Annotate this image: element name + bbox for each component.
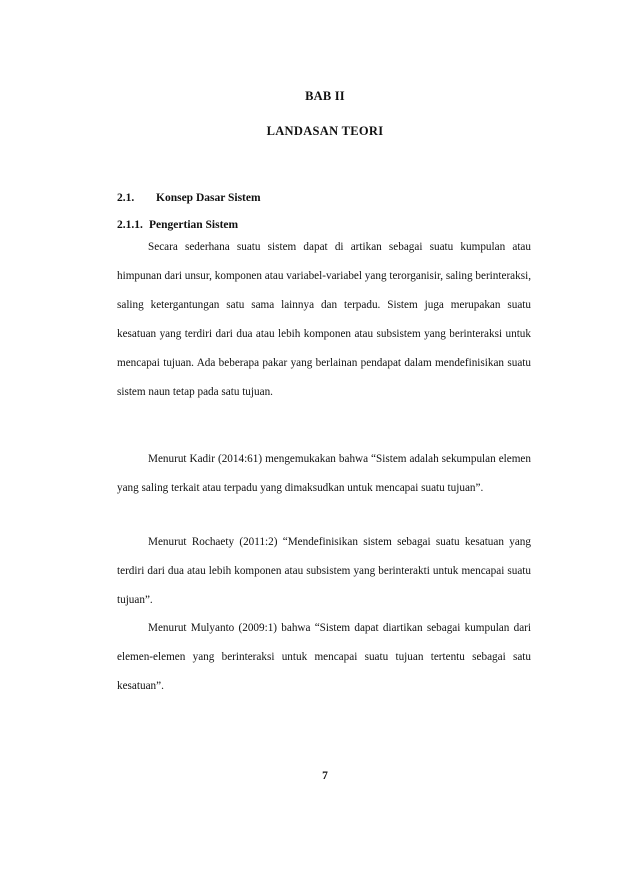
- paragraph-definition: [117, 233, 531, 406]
- subsection-title: Pengertian Sistem: [149, 219, 239, 231]
- chapter-label: BAB II: [305, 89, 345, 103]
- subsection-number: 2.1.1.: [117, 219, 143, 231]
- paragraph-text: Menurut Rochaety (2011:2) “Mendefinisikan sistem sebagai suatu kesatuan yang terdiri dari dua atau lebih komponen atau subsistem yang berinterakti untuk mencapai suatu tujuan”.: [117, 536, 531, 606]
- section-number: 2.1.: [117, 192, 135, 204]
- paragraph-text: Menurut Kadir (2014:61) mengemukakan bahwa “Sistem adalah sekumpulan elemen yang saling terkait atau terpadu yang dimaksudkan untuk mencapai suatu tujuan”.: [117, 453, 531, 494]
- subsection-heading: [117, 219, 238, 231]
- page-number: 7: [322, 770, 328, 782]
- paragraph-text: Menurut Mulyanto (2009:1) bahwa “Sistem dapat diartikan sebagai kumpulan dari elemen-elemen yang berinteraksi untuk mencapai suatu tujuan tertentu sebagai satu kesatuan”.: [117, 622, 531, 692]
- paragraph-text: Secara sederhana suatu sistem dapat di artikan sebagai suatu kumpulan atau himpunan dari unsur, komponen atau variabel-variabel yang terorganisir, saling berinteraksi, saling ketergantungan satu sama lainnya dan terpadu. Sistem juga merupakan suatu kesatuan yang terdiri dari dua atau lebih komponen atau subsistem yang berinteraksi untuk mencapai tujuan. Ada beberapa pakar yang berlainan pendapat dalam mendefinisikan suatu sistem naun tetap pada satu tujuan.: [117, 241, 531, 398]
- paragraph-rochaety: [117, 528, 531, 615]
- section-heading: [117, 192, 261, 204]
- paragraph-mulyanto: [117, 614, 531, 701]
- paragraph-kadir: [117, 445, 531, 503]
- section-title: Konsep Dasar Sistem: [156, 192, 261, 204]
- chapter-title: LANDASAN TEORI: [266, 124, 384, 138]
